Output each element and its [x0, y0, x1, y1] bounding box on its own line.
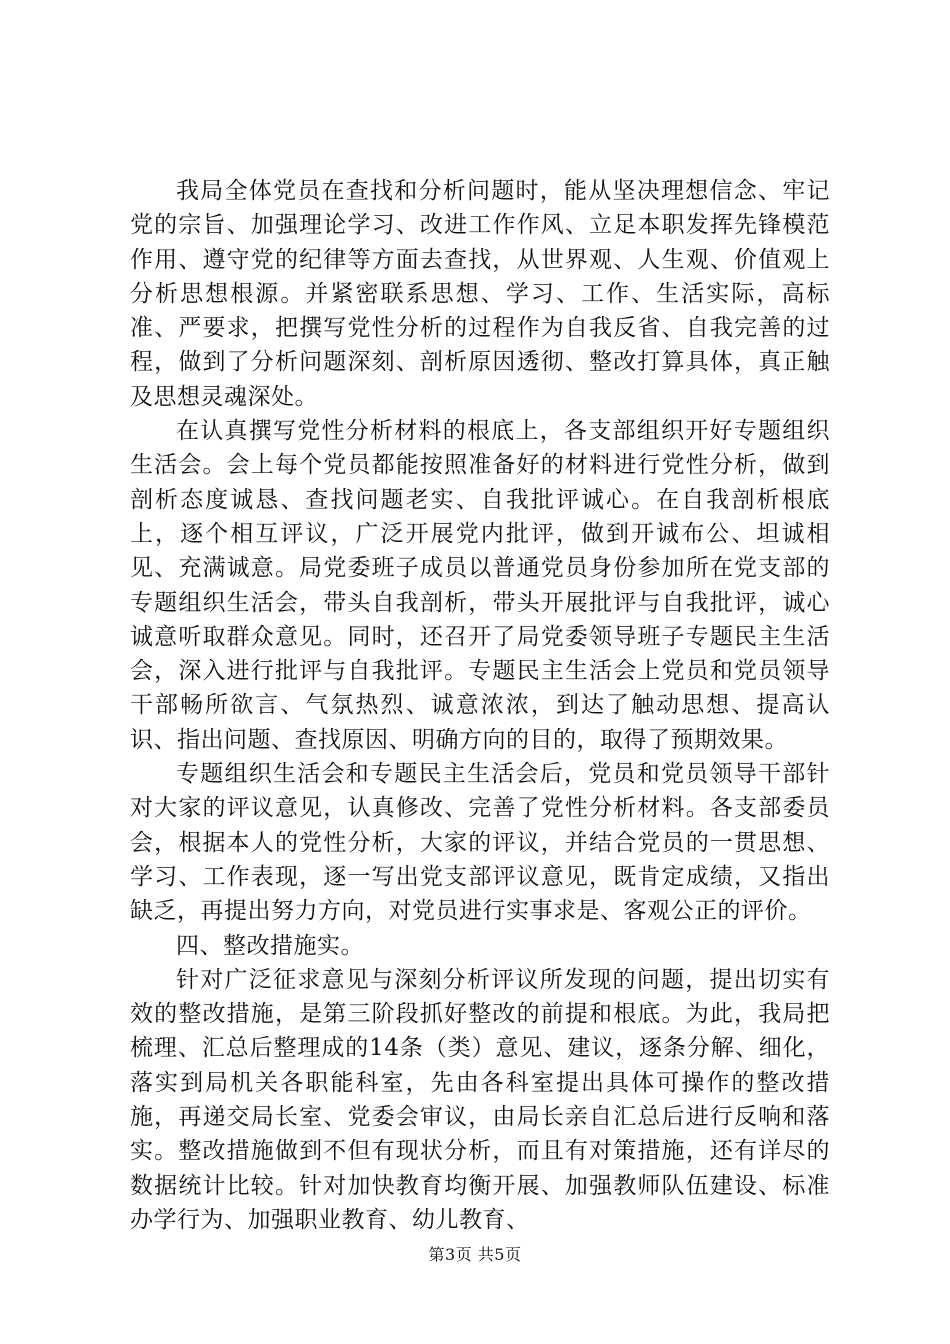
page-number-footer: 第3页 共5页 — [428, 1245, 522, 1264]
document-body — [130, 174, 830, 1237]
section-heading-rectification: 四、整改措施实。 — [176, 932, 364, 959]
paragraph-self-analysis: 我局全体党员在查找和分析问题时，能从坚决理想信念、牢记党的宗旨、加强理论学习、改进工作作风、立足本职发挥先锋模范作用、遵守党的纪律等方面去查找，从世界观、人生观、价值观上分析思想根源。并紧密联系思想、学习、工作、生活实际，高标准、严要求，把撰写党性分析的过程作为自我反省、自我完善的过程，做到了分析问题深刻、剖析原因透彻、整改打算具体，真正触及思想灵魂深处。 — [130, 178, 830, 410]
paragraph-post-meeting-revision: 专题组织生活会和专题民主生活会后，党员和党员领导干部针对大家的评议意见，认真修改、完善了党性分析材料。各支部委员会，根据本人的党性分析，大家的评议，并结合党员的一贯思想、学习、工作表现，逐一写出党支部评议意见，既肯定成绩，又指出缺乏，再提出努力方向，对党员进行实事求是、客观公正的评价。 — [130, 761, 830, 925]
paragraph-rectification-measures: 针对广泛征求意见与深刻分析评议所发现的问题，提出切实有效的整改措施，是第三阶段抓好整改的前提和根底。为此，我局把梳理、汇总后整理成的14条（类）意见、建议，逐条分解、细化，落实到局机关各职能科室，先由各科室提出具体可操作的整改措施，再递交局长室、党委会审议，由局长亲自汇总后进行反响和落实。整改措施做到不但有现状分析，而且有对策措施，还有详尽的数据统计比较。针对加快教育均衡开展、加强教师队伍建设、标准办学行为、加强职业教育、幼儿教育、 — [130, 966, 830, 1233]
paragraph-organization-meeting: 在认真撰写党性分析材料的根底上，各支部组织开好专题组织生活会。会上每个党员都能按照准备好的材料进行党性分析，做到剖析态度诚恳、查找问题老实、自我批评诚心。在自我剖析根底上，逐个相互评议，广泛开展党内批评，做到开诚布公、坦诚相见、充满诚意。局党委班子成员以普通党员身份参加所在党支部的专题组织生活会，带头自我剖析，带头开展批评与自我批评，诚心诚意听取群众意见。同时，还召开了局党委领导班子专题民主生活会，深入进行批评与自我批评。专题民主生活会上党员和党员领导干部畅所欲言、气氛热烈、诚意浓浓，到达了触动思想、提高认识、指出问题、查找原因、明确方向的目的，取得了预期效果。 — [130, 418, 830, 753]
